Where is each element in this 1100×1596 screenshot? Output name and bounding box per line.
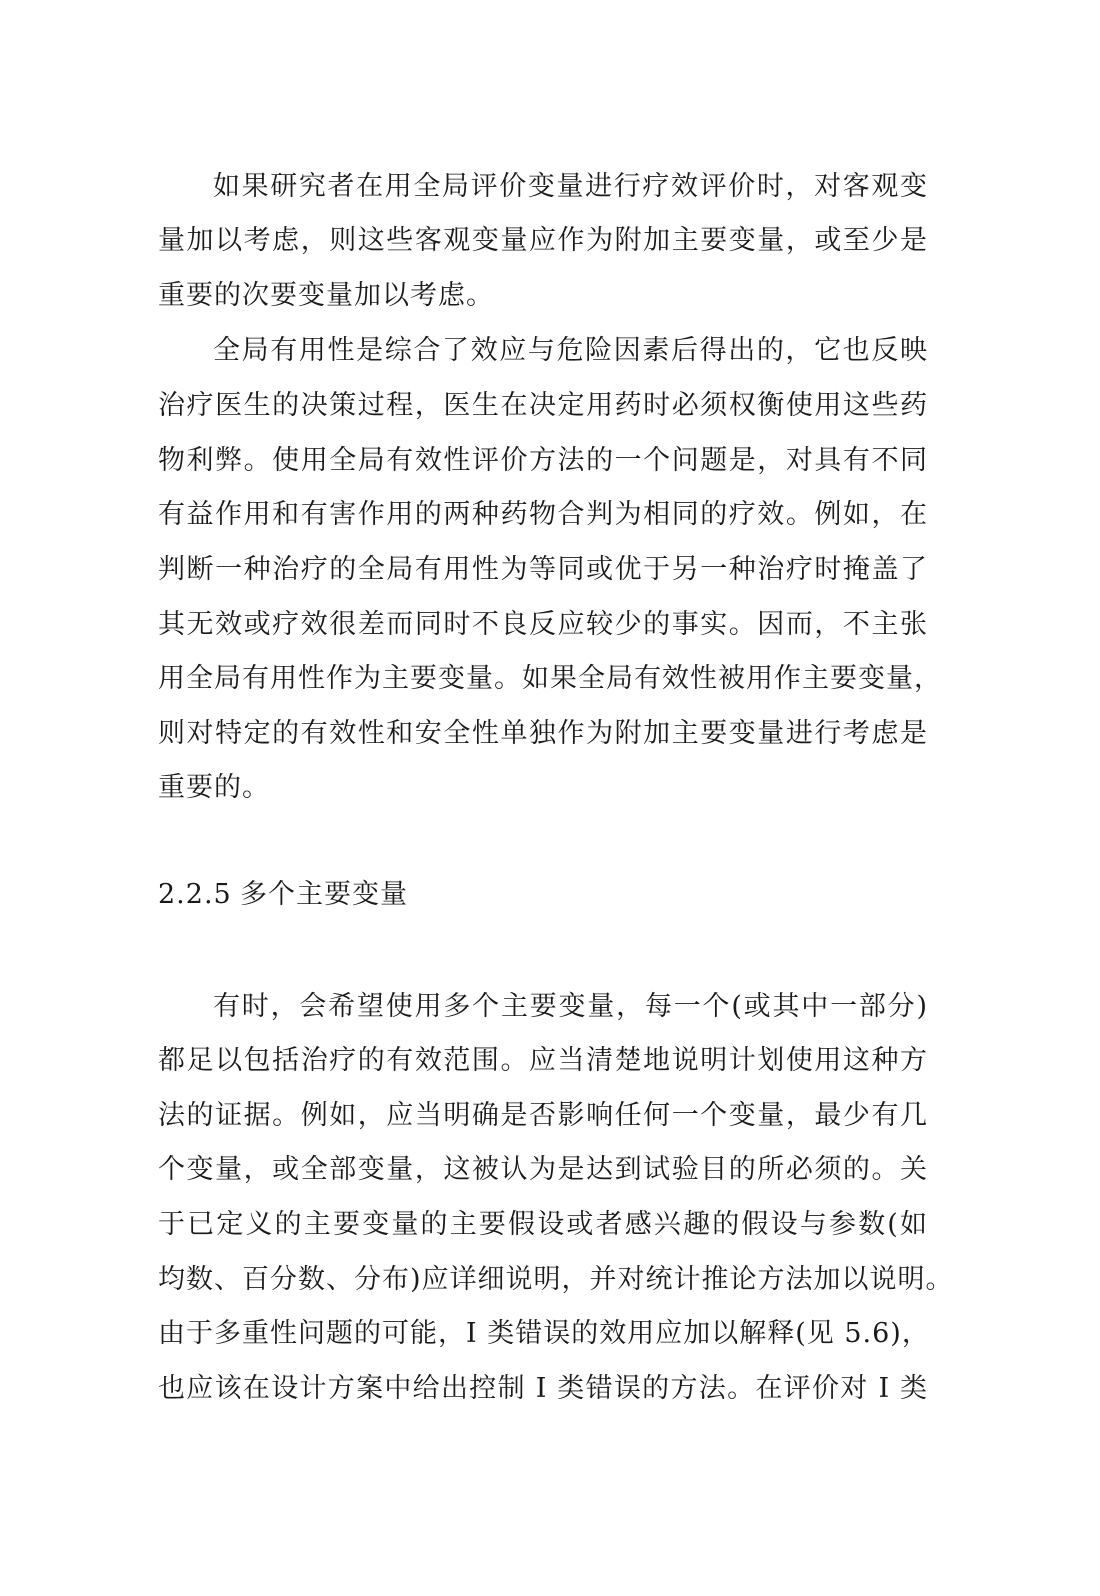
- section-number: 2.2.5: [158, 879, 232, 910]
- section-heading: [158, 878, 408, 912]
- paragraph-line: 有时，会希望使用多个主要变量，每一个(或其中一部分): [213, 991, 928, 1022]
- paragraph-line: 量加以考虑，则这些客观变量应作为附加主要变量，或至少是: [158, 225, 928, 256]
- paragraph-line: 则对特定的有效性和安全性单独作为附加主要变量进行考虑是: [158, 718, 928, 749]
- paragraph-line: 重要的。: [158, 772, 270, 803]
- paragraph-line: 由于多重性问题的可能，I 类错误的效用应加以解释(见 5.6)，: [158, 1318, 930, 1349]
- paragraph-line: 如果研究者在用全局评价变量进行疗效评价时，对客观变: [213, 171, 928, 202]
- paragraph-line: 均数、百分数、分布)应详细说明，并对统计推论方法加以说明。: [158, 1264, 954, 1295]
- paragraph-line: 治疗医生的决策过程，医生在决定用药时必须权衡使用这些药: [158, 390, 928, 421]
- paragraph-line: 法的证据。例如，应当明确是否影响任何一个变量，最少有几: [158, 1100, 928, 1131]
- paragraph-line: 有益作用和有害作用的两种药物合判为相同的疗效。例如，在: [158, 499, 928, 530]
- paragraph-line: 判断一种治疗的全局有用性为等同或优于另一种治疗时掩盖了: [158, 554, 928, 585]
- paragraph-line: 个变量，或全部变量，这被认为是达到试验目的所必须的。关: [158, 1154, 928, 1185]
- paragraph-line: 重要的次要变量加以考虑。: [158, 280, 494, 311]
- paragraph-line: 全局有用性是综合了效应与危险因素后得出的，它也反映: [213, 335, 928, 366]
- section-title: 多个主要变量: [240, 879, 408, 910]
- paragraph-line: 都足以包括治疗的有效范围。应当清楚地说明计划使用这种方: [158, 1045, 928, 1076]
- paragraph-line: 于已定义的主要变量的主要假设或者感兴趣的假设与参数(如: [158, 1209, 928, 1240]
- paragraph-line: 其无效或疗效很差而同时不良反应较少的事实。因而，不主张: [158, 609, 928, 640]
- paragraph-line: 物利弊。使用全局有效性评价方法的一个问题是，对具有不同: [158, 445, 928, 476]
- paragraph-line: 也应该在设计方案中给出控制 I 类错误的方法。在评价对 I 类: [158, 1373, 928, 1404]
- paragraph-line: 用全局有用性作为主要变量。如果全局有效性被用作主要变量，: [158, 663, 942, 694]
